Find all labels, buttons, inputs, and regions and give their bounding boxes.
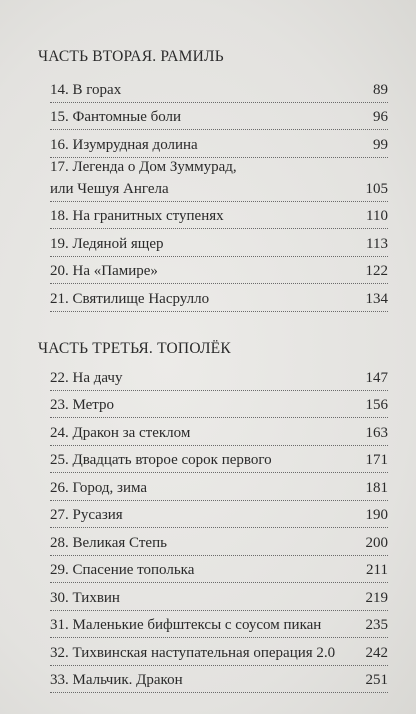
entry-page: 200 xyxy=(365,534,388,551)
entry-title: 23. Метро xyxy=(50,397,115,413)
entry-page: 251 xyxy=(365,672,388,688)
toc-entry[interactable] xyxy=(50,528,388,556)
toc-entry[interactable] xyxy=(50,103,388,131)
entry-title: 21. Святилище Насрулло xyxy=(50,290,210,307)
entry-page: 110 xyxy=(366,208,388,224)
entry-page: 147 xyxy=(365,369,388,386)
entry-page: 134 xyxy=(365,290,388,307)
toc-entry[interactable] xyxy=(50,130,388,158)
part-three-title: ЧАСТЬ ТРЕТЬЯ. ТОПОЛЁК xyxy=(38,340,231,357)
entry-page: 96 xyxy=(373,109,388,125)
entry-title: 15. Фантомные боли xyxy=(50,109,182,125)
toc-entry[interactable] xyxy=(50,202,388,230)
toc-entry[interactable] xyxy=(50,391,388,419)
entry-page: 105 xyxy=(365,180,388,197)
entry-title: 31. Маленькие бифштексы с соусом пикан xyxy=(50,617,322,633)
entry-page: 219 xyxy=(365,589,388,606)
entry-title-continued: или Чешуя Ангела xyxy=(50,180,169,197)
toc-entry[interactable] xyxy=(50,583,388,611)
entry-page: 113 xyxy=(366,235,388,252)
entry-title: 25. Двадцать второе сорок первого xyxy=(50,452,272,468)
entry-title: 27. Русазия xyxy=(50,507,123,523)
toc-entry[interactable] xyxy=(50,666,388,694)
entry-page: 99 xyxy=(373,136,388,153)
toc-entry[interactable] xyxy=(50,158,388,202)
entry-page: 89 xyxy=(373,81,388,98)
entry-title: 19. Ледяной ящер xyxy=(50,235,164,252)
entry-page: 235 xyxy=(365,617,388,633)
entry-title: 32. Тихвинская наступательная операция 2.0 xyxy=(50,644,336,661)
entry-page: 190 xyxy=(365,507,388,523)
part-two-title: ЧАСТЬ ВТОРАЯ. РАМИЛЬ xyxy=(38,48,224,65)
toc-entry[interactable] xyxy=(50,418,388,446)
entry-title: 33. Мальчик. Дракон xyxy=(50,672,183,688)
entry-title: 16. Изумрудная долина xyxy=(50,136,198,153)
toc-entry[interactable] xyxy=(50,363,388,391)
entry-title: 29. Спасение тополька xyxy=(50,562,195,578)
entry-title: 24. Дракон за стеклом xyxy=(50,424,191,441)
entry-title: 30. Тихвин xyxy=(50,589,120,606)
entry-title: 28. Великая Степь xyxy=(50,534,167,551)
part-two-toc xyxy=(50,75,388,312)
toc-entry[interactable] xyxy=(50,473,388,501)
toc-entry[interactable] xyxy=(50,284,388,312)
toc-entry[interactable] xyxy=(50,501,388,529)
entry-page: 171 xyxy=(365,452,388,468)
toc-entry[interactable] xyxy=(50,75,388,103)
entry-title: 17. Легенда о Дом Зуммурад, xyxy=(50,158,237,175)
entry-page: 242 xyxy=(365,644,388,661)
entry-page: 211 xyxy=(366,562,388,578)
toc-entry[interactable] xyxy=(50,638,388,666)
entry-page: 181 xyxy=(365,479,388,496)
entry-title: 14. В горах xyxy=(50,81,122,98)
entry-page: 122 xyxy=(365,263,388,279)
entry-title: 18. На гранитных ступенях xyxy=(50,208,224,224)
entry-title: 26. Город, зима xyxy=(50,479,148,496)
toc-entry[interactable] xyxy=(50,611,388,639)
entry-page: 156 xyxy=(365,397,388,413)
toc-entry[interactable] xyxy=(50,446,388,474)
toc-entry[interactable] xyxy=(50,556,388,584)
toc-entry[interactable] xyxy=(50,229,388,257)
toc-entry[interactable] xyxy=(50,257,388,285)
entry-title: 22. На дачу xyxy=(50,369,123,386)
entry-title: 20. На «Памире» xyxy=(50,263,158,279)
entry-page: 163 xyxy=(365,424,388,441)
part-three-toc xyxy=(50,363,388,693)
